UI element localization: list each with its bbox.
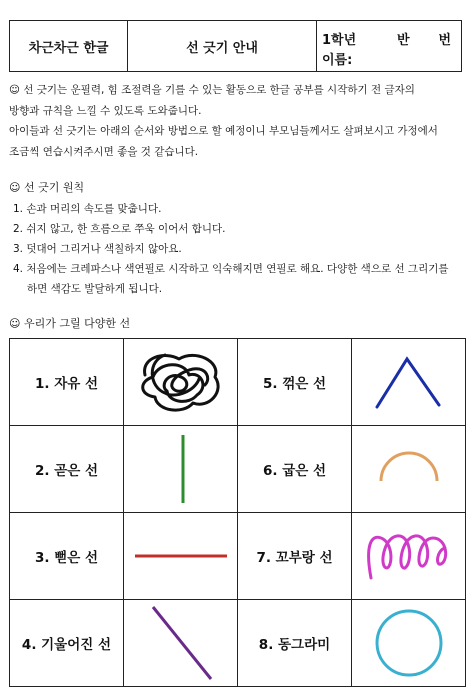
intro-line-1: ☺ 선 긋기는 운필력, 힘 조절력을 기를 수 있는 활동으로 한글 공부를 시작하기 전 글자의	[9, 84, 415, 96]
header-title-left: 차근차근 한글	[10, 21, 128, 71]
header-student-info	[317, 21, 461, 71]
principle-item-cont: 하면 색감도 발달하게 됩니다.	[27, 283, 163, 295]
table-row	[10, 426, 466, 513]
free-line-drawing	[124, 339, 238, 426]
line-label: 8. 동그라미	[238, 600, 352, 687]
line-label: 7. 꼬부랑 선	[238, 513, 352, 600]
curly-line-drawing	[352, 513, 466, 600]
line-label: 5. 꺾은 선	[238, 339, 352, 426]
header-table	[9, 20, 462, 72]
grade-label: 1학년	[322, 33, 357, 48]
line-label: 2. 곧은 선	[10, 426, 124, 513]
lines-section-title: ☺ 우리가 그릴 다양한 선	[9, 317, 131, 330]
principle-item: 4. 처음에는 크레파스나 색연필로 시작하고 익숙해지면 연필로 해요. 다양한 색으로 선 그리기를	[13, 263, 449, 275]
table-row	[10, 339, 466, 426]
bent-line-drawing	[352, 339, 466, 426]
intro-line-4: 조금씩 연습시켜주시면 좋을 것 같습니다.	[9, 146, 199, 158]
circle-drawing	[352, 600, 466, 687]
header-title-center: 선 긋기 안내	[128, 21, 317, 71]
principle-item: 3. 덧대어 그리거나 색칠하지 않아요.	[13, 243, 182, 255]
line-label: 4. 기울어진 선	[10, 600, 124, 687]
line-types-table	[9, 338, 466, 687]
slanted-line-drawing	[124, 600, 238, 687]
intro-line-3: 아이들과 선 긋기는 아래의 순서와 방법으로 할 예정이니 부모님들께서도 살펴보시고 가정에서	[9, 125, 438, 137]
class-label: 반	[397, 33, 410, 48]
table-row	[10, 513, 466, 600]
line-label: 6. 굽은 선	[238, 426, 352, 513]
line-label: 3. 뻗은 선	[10, 513, 124, 600]
principles-title: ☺ 선 긋기 원칙	[9, 181, 85, 194]
name-label: 이름:	[322, 53, 353, 68]
curved-line-drawing	[352, 426, 466, 513]
line-label: 1. 자유 선	[10, 339, 124, 426]
number-label: 번	[438, 33, 451, 48]
spread-line-drawing	[124, 513, 238, 600]
straight-line-drawing	[124, 426, 238, 513]
table-row	[10, 600, 466, 687]
principle-item: 2. 쉬지 않고, 한 흐름으로 쭈욱 이어서 합니다.	[13, 223, 226, 235]
principle-item: 1. 손과 머리의 속도를 맞춥니다.	[13, 203, 162, 215]
intro-line-2: 방향과 규칙을 느낄 수 있도록 도와줍니다.	[9, 105, 202, 117]
